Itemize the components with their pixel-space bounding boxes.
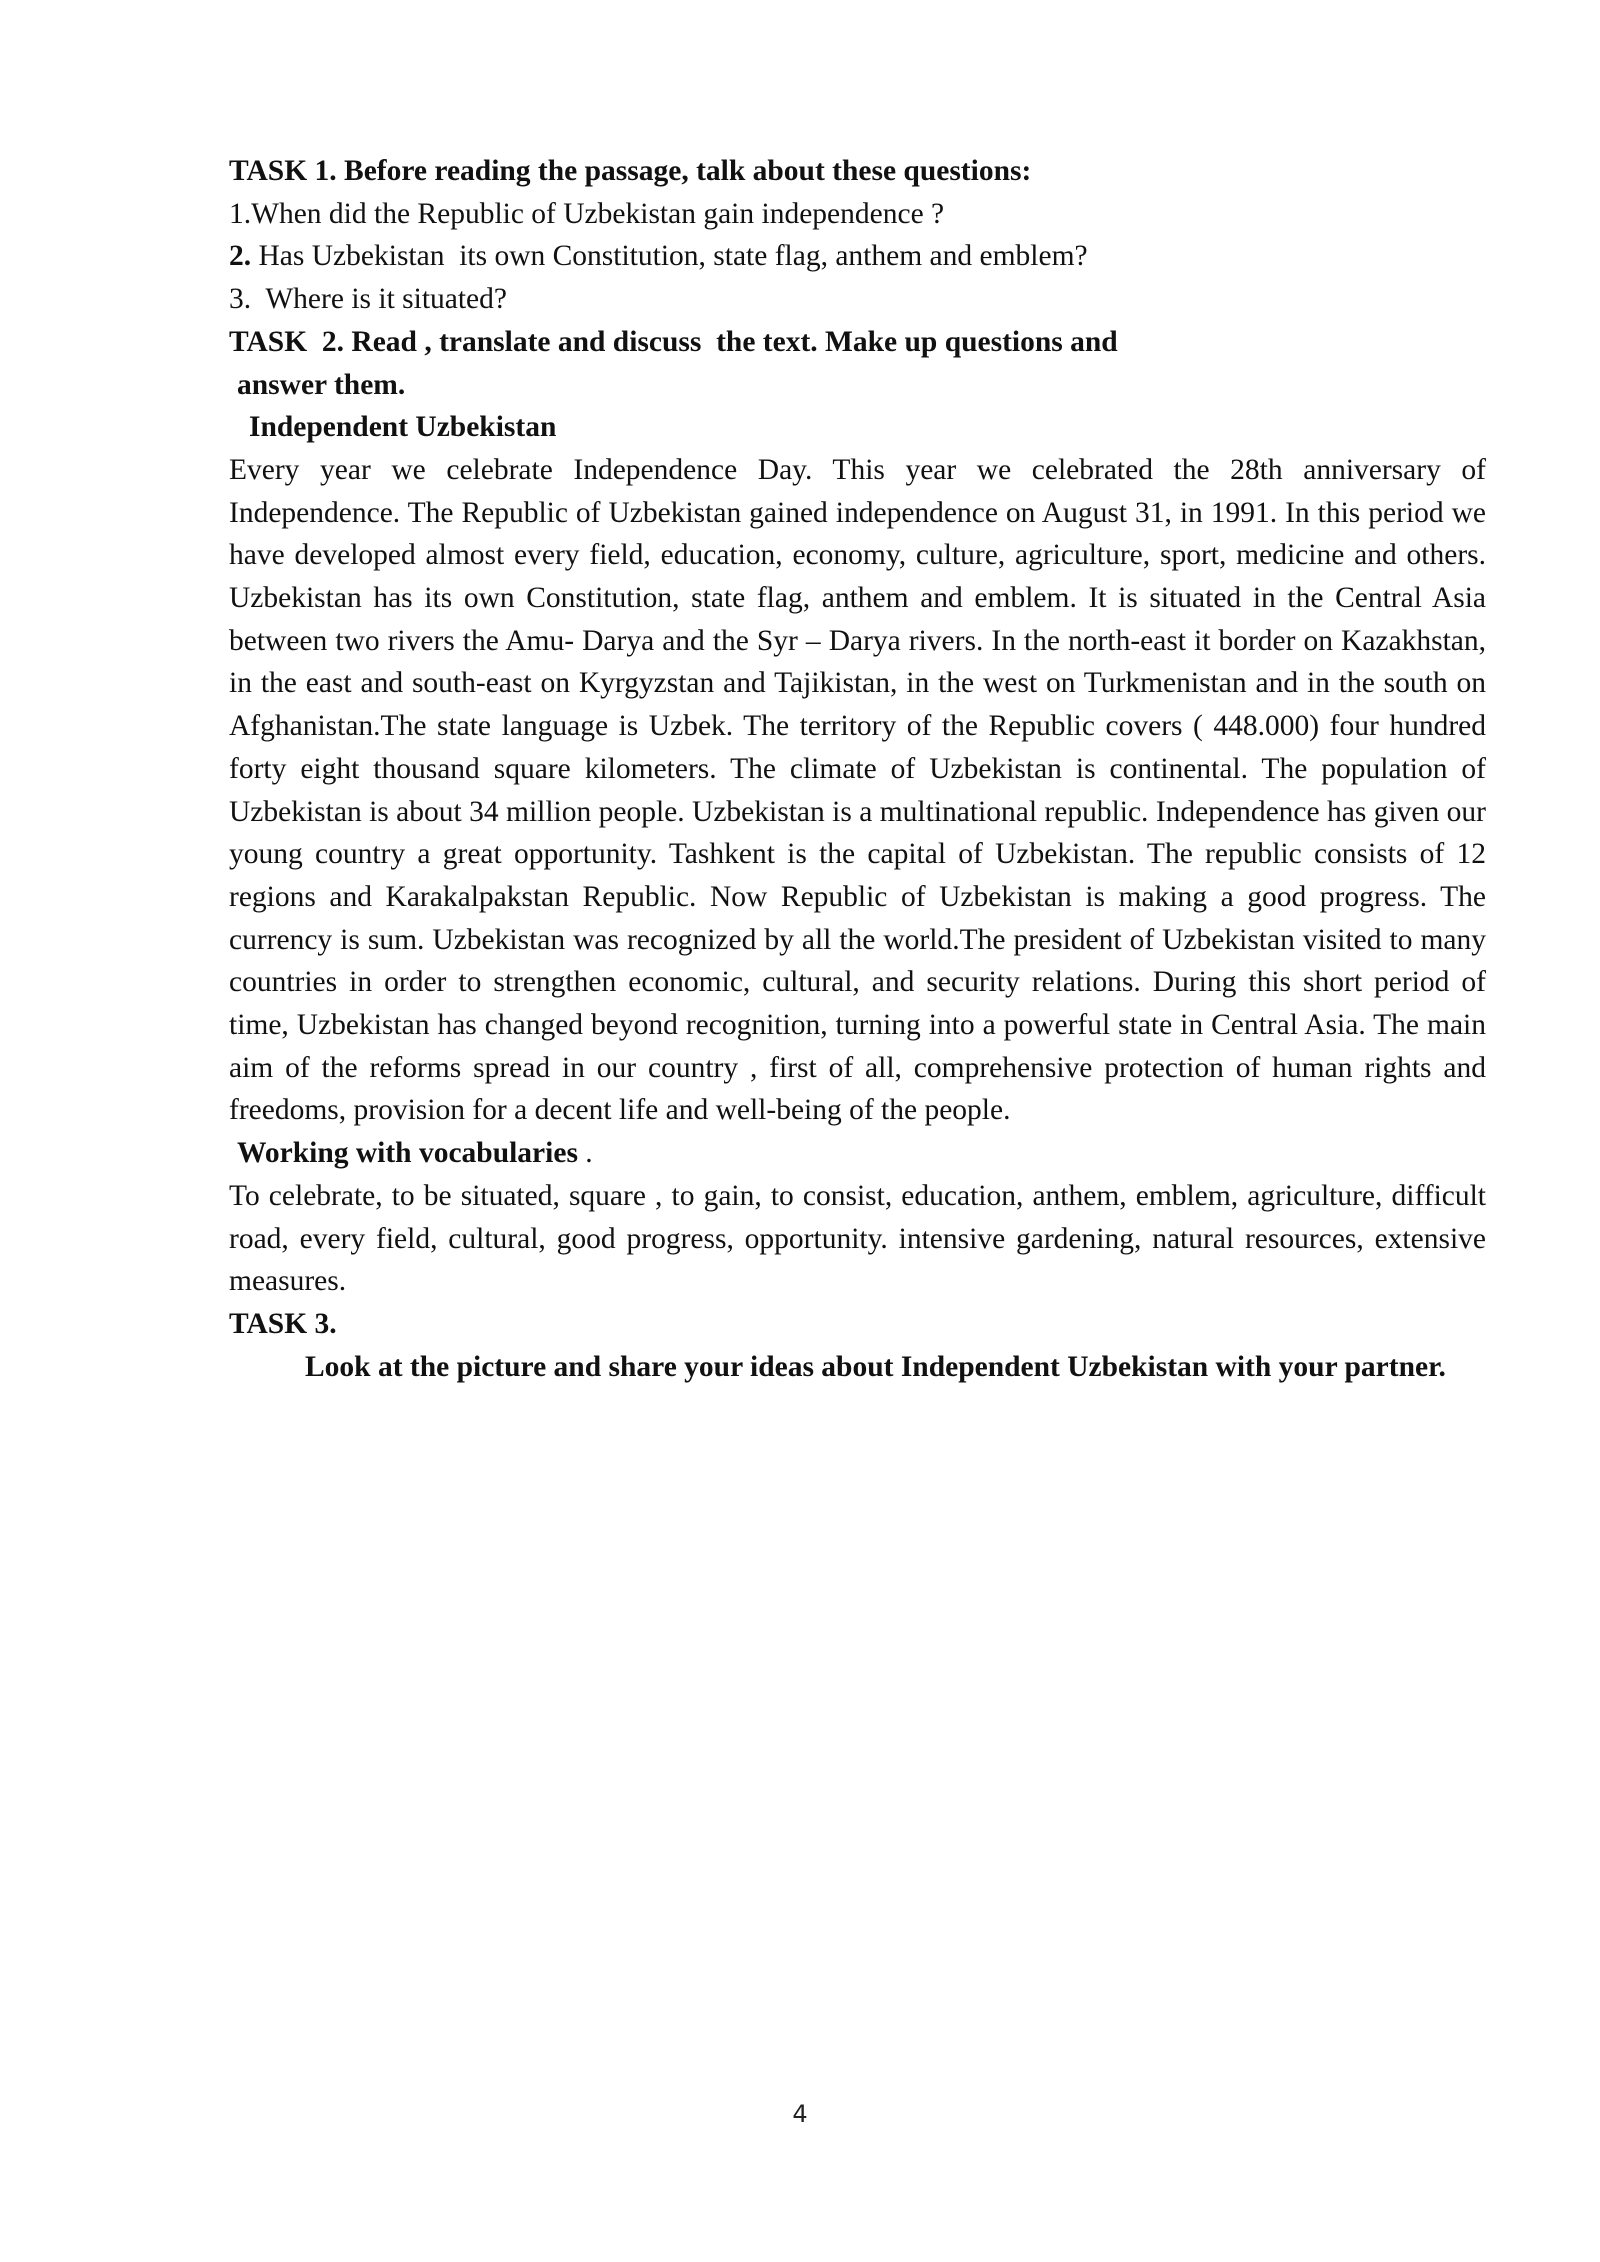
vocabulary-heading-row — [229, 1132, 1486, 1175]
document-page — [229, 150, 1486, 1388]
reading-passage: Every year we celebrate Independence Day. This year we celebrated the 28th anniversary of Independence. The Republic of Uzbekistan gained independence on August 31, in 1991. In this period we have developed almost every field, education, economy, culture, agriculture, sport, medicine and others. Uzbekistan has its own Constitution, state flag, anthem and emblem. It is situated in the Central Asia between two rivers the Amu- Darya and the Syr – Darya rivers. In the north-east it border on Kazakhstan, in the east and south-east on Kyrgyzstan and Tajikistan, in the west on Turkmenistan and in the south on Afghanistan.The state language is Uzbek. The territory of the Republic covers ( 448.000) four hundred forty eight thousand square kilometers. The climate of Uzbekistan is continental. The population of Uzbekistan is about 34 million people. Uzbekistan is a multinational republic. Independence has given our young country a great opportunity. Tashkent is the capital of Uzbekistan. The republic consists of 12 regions and Karakalpakstan Republic. Now Republic of Uzbekistan is making a good progress. The currency is sum. Uzbekistan was recognized by all the world.The president of Uzbekistan visited to many countries in order to strengthen economic, cultural, and security relations. During this short period of time, Uzbekistan has changed beyond recognition, turning into a powerful state in Central Asia. The main aim of the reforms spread in our country , first of all, comprehensive protection of human rights and freedoms, provision for a decent life and well-being of the people. — [229, 453, 1486, 1127]
task2-heading-line1: TASK 2. Read , translate and discuss the text. Make up questions and — [229, 325, 1118, 358]
vocabulary-list: To celebrate, to be situated, square , to gain, to consist, education, anthem, emblem, agriculture, difficult road, every field, cultural, good progress, opportunity. intensive gardening, natural resources, extensive measures. — [229, 1179, 1486, 1298]
page-number: 4 — [792, 2100, 808, 2128]
vocabulary-heading-suffix: . — [577, 1137, 593, 1170]
task2-heading-line2: answer them. — [237, 368, 406, 401]
task3-heading: TASK 3. — [229, 1307, 337, 1340]
task3-instructions: Look at the picture and share your ideas about Independent Uzbekistan with your partner. — [305, 1350, 1446, 1383]
text-title: Independent Uzbekistan — [249, 411, 557, 444]
task1-heading: TASK 1. Before reading the passage, talk about these questions: — [229, 155, 1032, 187]
vocabulary-heading: Working with vocabularies — [237, 1137, 578, 1170]
task1-question-2 — [229, 235, 1486, 278]
task1-question-2-number: 2. — [229, 240, 252, 273]
task1-question-2-text: Has Uzbekistan its own Constitution, state flag, anthem and emblem? — [251, 240, 1088, 273]
task1-question-3: 3. Where is it situated? — [229, 283, 507, 316]
task1-question-1: 1.When did the Republic of Uzbekistan gain independence ? — [229, 197, 945, 230]
